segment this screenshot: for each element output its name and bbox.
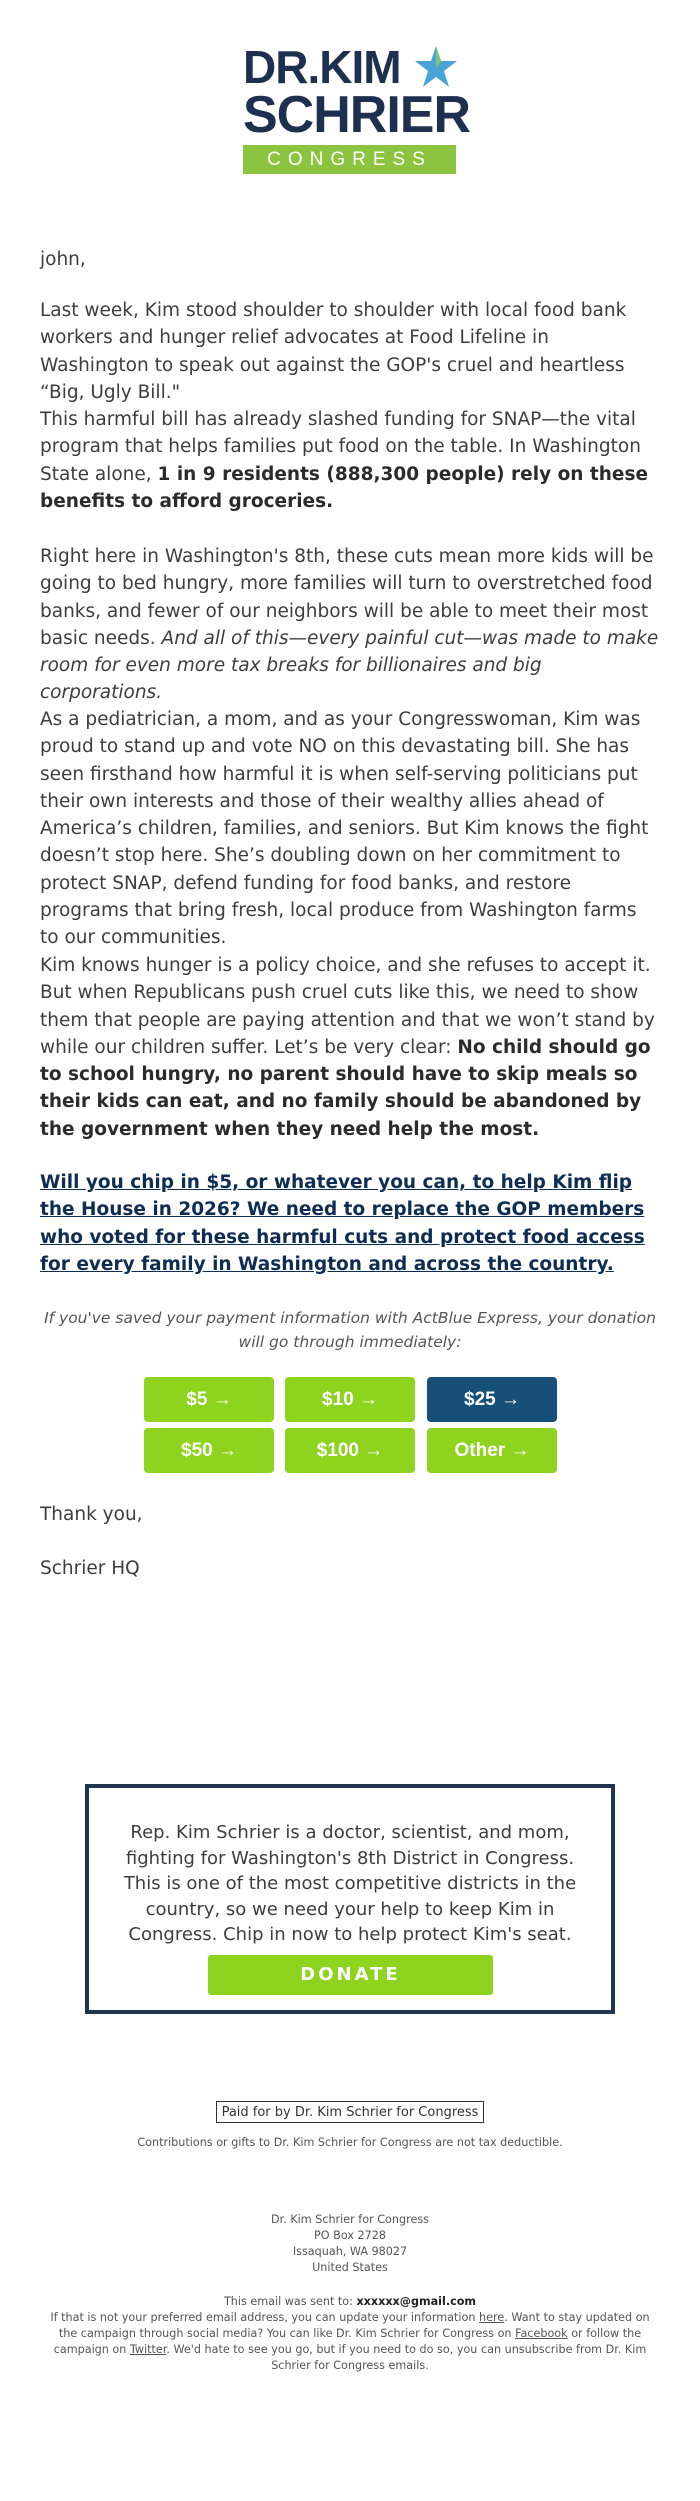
greeting: john, bbox=[40, 249, 86, 270]
address-line: Issaquah, WA 98027 bbox=[292, 2245, 408, 2258]
preferences-text: If that is not your preferred email address, you can update your information here. Want to stay updated on the campaign through social media? You can like Dr. Kim Schrier for Congress on Facebook or follow the campaign on Twitter. We'd hate to see you go, but if you need to do so, you can unsubscribe from Dr. Kim Schrier for Congress emails. bbox=[50, 2311, 650, 2372]
paid-for-disclaimer: Paid for by Dr. Kim Schrier for Congress bbox=[216, 2101, 484, 2123]
update-info-link[interactable]: here bbox=[479, 2311, 505, 2324]
donate-100-button[interactable]: $100 → bbox=[285, 1428, 415, 1473]
protect-seat-text: Rep. Kim Schrier is a doctor, scientist, and mom, fighting for Washington's 8th District in Congress. This is one of the most competitive districts in the country, so we need your help to keep Kim in Congress. Chip in now to help protect Kim's seat. bbox=[123, 1822, 577, 1945]
tax-break-note: And all of this—every painful cut—was made to make room for even more tax breaks for billionaires and big corporations. bbox=[40, 627, 659, 704]
address-line: Dr. Kim Schrier for Congress bbox=[271, 2213, 429, 2226]
cta-donate-link[interactable]: Will you chip in $5, or whatever you can, to help Kim flip the House in 2026? We need to replace the GOP members who voted for these harmful cuts and protect food access for every family in Washington and across the country. bbox=[40, 1172, 645, 1275]
campaign-logo bbox=[243, 41, 471, 174]
donate-other-button[interactable]: Other → bbox=[427, 1428, 557, 1473]
signature: Schrier HQ bbox=[40, 1558, 140, 1579]
donate-25-button[interactable]: $25 → bbox=[427, 1377, 557, 1422]
donate-button[interactable]: DONATE bbox=[208, 1955, 493, 1995]
logo-line-1: DR.KIM bbox=[243, 41, 401, 93]
no-child-hungry-statement: No child should go to school hungry, no parent should have to skip meals so their kids can eat, and no family should be abandoned by the government when they need help the most. bbox=[40, 1036, 651, 1140]
paragraph-1: Last week, Kim stood shoulder to shoulder with local food bank workers and hunger relief advocates at Food Lifeline in Washington to speak out against the GOP's cruel and heartless “Big, Ugly Bill." bbox=[40, 300, 627, 403]
donate-10-button[interactable]: $10 → bbox=[285, 1377, 415, 1422]
donate-5-button[interactable]: $5 → bbox=[144, 1377, 274, 1422]
star-icon bbox=[413, 44, 459, 90]
snap-stat: 1 in 9 residents (888,300 people) rely on these benefits to afford groceries. bbox=[40, 463, 649, 512]
paragraph-5: Kim knows hunger is a policy choice, and she refuses to accept it. But when Republicans push cruel cuts like this, we need to show them that people are paying attention and that we won’t stand by while our children suffer. Let’s be very clear: No child should go to school hungry, no parent should have to skip meals so their kids can eat, and no family should be abandoned by the government when they need help the most. bbox=[40, 955, 655, 1140]
tax-deductible-note: Contributions or gifts to Dr. Kim Schrier for Congress are not tax deductible. bbox=[137, 2136, 563, 2149]
donate-50-button[interactable]: $50 → bbox=[144, 1428, 274, 1473]
cta-paragraph bbox=[40, 1169, 660, 1278]
paragraph-4: As a pediatrician, a mom, and as your Congresswoman, Kim was proud to stand up and vote NO on this devastating bill. She has seen firsthand how harmful it is when self-serving politicians put their own interests and those of their wealthy allies ahead of America’s children, families, and seniors. But Kim knows the fight doesn’t stop here. She’s doubling down on her commitment to protect SNAP, defend funding for food banks, and restore programs that bring fresh, local produce from Washington farms to our communities. bbox=[40, 709, 649, 949]
address-line: PO Box 2728 bbox=[314, 2229, 386, 2242]
sign-off: Thank you, bbox=[40, 1504, 143, 1525]
facebook-link[interactable]: Facebook bbox=[515, 2327, 568, 2340]
recipient-email: xxxxxx@gmail.com bbox=[356, 2295, 477, 2308]
protect-seat-box bbox=[85, 1784, 615, 2014]
sent-to-line: This email was sent to: xxxxxx@gmail.com bbox=[223, 2295, 477, 2308]
paragraph-3: Right here in Washington's 8th, these cuts mean more kids will be going to bed hungry, more families will turn to overstretched food banks, and fewer of our neighbors will be able to meet their most basic needs. And all of this—every painful cut—was made to make room for even more tax breaks for billionaires and big corporations. bbox=[40, 546, 659, 704]
logo-congress-bar: CONGRESS bbox=[243, 145, 456, 174]
address-line: United States bbox=[312, 2261, 388, 2274]
actblue-express-note: If you've saved your payment information with ActBlue Express, your donation will go through immediately: bbox=[44, 1309, 656, 1351]
paragraph-2: This harmful bill has already slashed funding for SNAP—the vital program that helps families put food on the table. In Washington State alone, 1 in 9 residents (888,300 people) rely on these benefits to afford groceries. bbox=[40, 409, 649, 512]
mailing-address bbox=[40, 2212, 660, 2276]
twitter-link[interactable]: Twitter bbox=[129, 2343, 167, 2356]
logo-line-2: SCHRIER bbox=[243, 86, 471, 144]
